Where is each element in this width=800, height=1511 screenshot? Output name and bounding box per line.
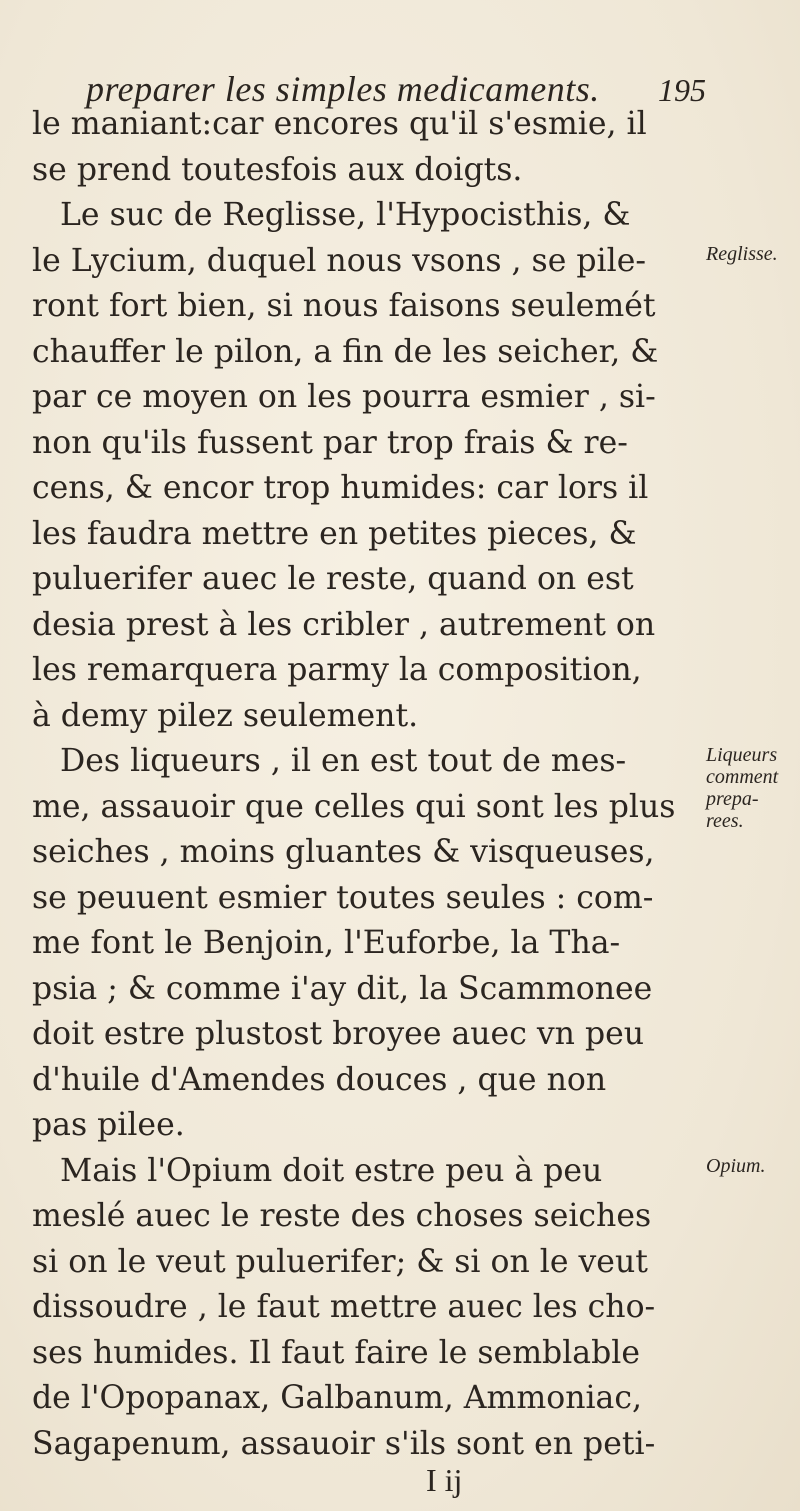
text-line: me font le Benjoin, l'Euforbe, la Tha-	[32, 925, 621, 961]
text-line: ses humides. Il faut faire le semblable	[32, 1334, 640, 1371]
text-line: me, assauoir que celles qui sont les plus	[32, 788, 676, 825]
text-line: les remarquera parmy la composition,	[32, 652, 642, 688]
text-line: Le suc de Reglisse, l'Hypocisthis, &	[60, 197, 631, 233]
text-line: pas pilee.	[32, 1107, 185, 1143]
margin-note-line: rees.	[706, 810, 744, 832]
text-line: dissoudre , le faut mettre auec les cho-	[32, 1289, 656, 1325]
text-line: Mais l'Opium doit estre peu à peu	[60, 1152, 603, 1189]
text-line: meslé auec le reste des choses seiches	[32, 1198, 652, 1234]
margin-note-liqueurs	[706, 744, 798, 832]
signature-mark: I ij	[426, 1462, 463, 1498]
text-line: chauffer le pilon, a fin de les seicher, &	[32, 333, 659, 370]
text-line: puluerifer auec le reste, quand on est	[32, 561, 634, 597]
margin-note-opium	[706, 1155, 798, 1177]
text-line: se peuuent esmier toutes seules : com-	[32, 879, 654, 916]
text-line: le maniant:car encores qu'il s'esmie, il	[32, 106, 647, 142]
text-line: le Lycium, duquel nous vsons , se pile-	[32, 242, 646, 279]
margin-note-line: comment	[706, 766, 779, 788]
margin-note-line: Reglisse.	[706, 243, 778, 265]
text-line: psia ; & comme i'ay dit, la Scammonee	[32, 970, 653, 1007]
text-line: non qu'ils fussent par trop frais & re-	[32, 424, 628, 461]
text-line: de l'Opopanax, Galbanum, Ammoniac,	[32, 1380, 642, 1416]
text-line: cens, & encor trop humides: car lors il	[32, 470, 649, 506]
text-line: Des liqueurs , il en est tout de mes-	[60, 743, 627, 779]
text-line: Sagapenum, assauoir s'ils sont en peti-	[32, 1425, 656, 1462]
text-line: par ce moyen on les pourra esmier , si-	[32, 379, 656, 415]
text-line: les faudra mettre en petites pieces, &	[32, 515, 637, 552]
text-line: ront fort bien, si nous faisons seulemét	[32, 288, 656, 324]
margin-note-line: Opium.	[706, 1155, 766, 1177]
margin-note-line: Liqueurs	[706, 744, 778, 766]
text-line: à demy pilez seulement.	[32, 697, 419, 734]
running-title: preparer les simples medicaments.	[86, 69, 600, 109]
text-line: desia prest à les cribler , autrement on	[32, 606, 656, 643]
text-line: se prend toutesfois aux doigts.	[32, 151, 523, 188]
margin-note-line: prepa-	[706, 788, 759, 810]
text-line: seiches , moins gluantes & visqueuses,	[32, 834, 655, 870]
text-line: d'huile d'Amendes douces , que non	[32, 1061, 607, 1098]
margin-note-reglisse	[706, 243, 798, 265]
body-text	[32, 102, 704, 1467]
text-line: doit estre plustost broyee auec vn peu	[32, 1016, 645, 1052]
page-number: 195	[658, 72, 706, 108]
text-line: si on le veut puluerifer; & si on le veut	[32, 1243, 648, 1280]
